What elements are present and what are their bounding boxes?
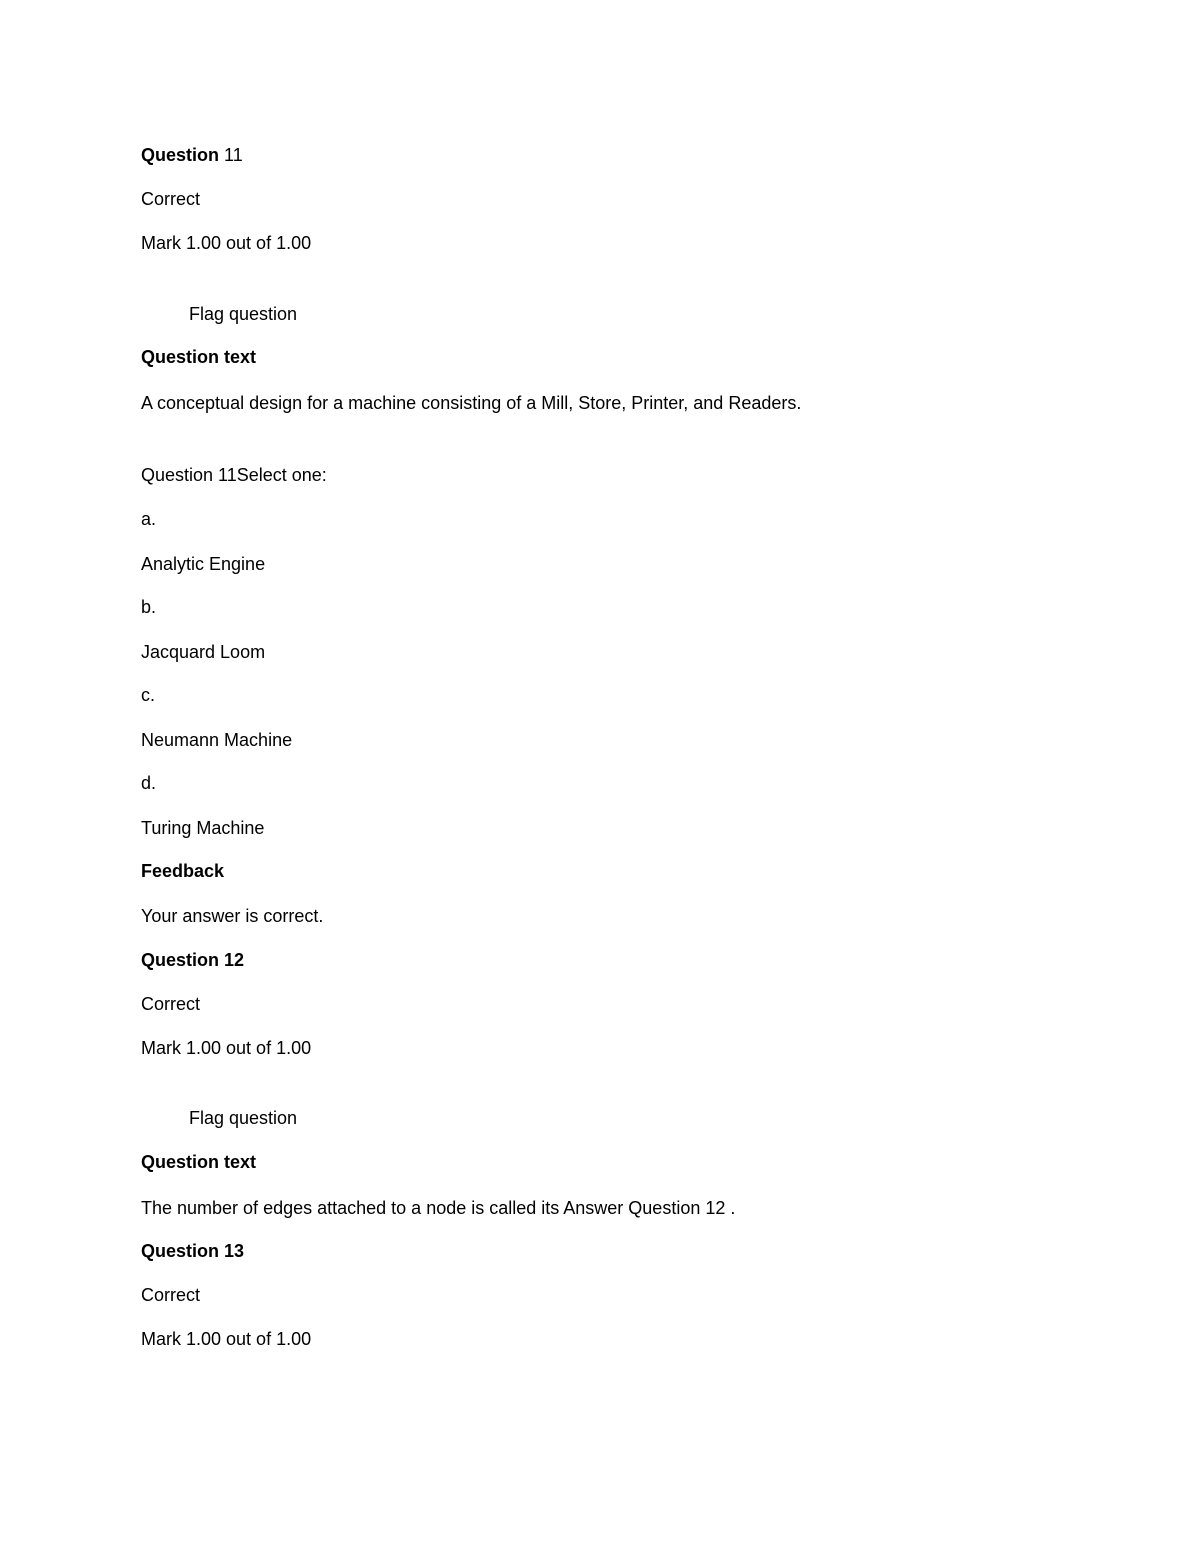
question-number: 13 xyxy=(224,1241,245,1261)
question-13-heading xyxy=(141,1239,244,1263)
question-12-status: Correct xyxy=(141,994,201,1014)
question-11-feedback: Your answer is correct. xyxy=(141,906,324,926)
question-13-mark: Mark 1.00 out of 1.00 xyxy=(141,1329,312,1349)
option-d-letter[interactable]: d. xyxy=(141,773,157,793)
question-13-status: Correct xyxy=(141,1285,201,1305)
question-12-heading xyxy=(141,948,244,972)
question-11-flag[interactable]: Flag question xyxy=(189,304,298,324)
question-11-status: Correct xyxy=(141,189,201,209)
question-number: 12 xyxy=(224,950,245,970)
question-11-text: A conceptual design for a machine consisting of a Mill, Store, Printer, and Readers. xyxy=(141,393,802,413)
question-11-heading xyxy=(141,143,243,167)
question-label: Question xyxy=(141,950,220,970)
option-c-label[interactable]: Neumann Machine xyxy=(141,730,293,750)
option-c-letter[interactable]: c. xyxy=(141,685,156,705)
question-11-feedback-heading: Feedback xyxy=(141,861,225,881)
option-a-label[interactable]: Analytic Engine xyxy=(141,554,266,574)
option-b-label[interactable]: Jacquard Loom xyxy=(141,642,266,662)
option-b-letter[interactable]: b. xyxy=(141,597,157,617)
question-label: Question xyxy=(141,1241,220,1261)
question-label: Question xyxy=(141,145,220,165)
option-a-letter[interactable]: a. xyxy=(141,509,157,529)
question-12-text: The number of edges attached to a node is called its Answer Question 12 . xyxy=(141,1198,736,1218)
question-11-text-heading: Question text xyxy=(141,347,257,367)
question-12-mark: Mark 1.00 out of 1.00 xyxy=(141,1038,312,1058)
question-11-select-prompt: Question 11Select one: xyxy=(141,465,327,485)
question-number: 11 xyxy=(224,145,243,165)
option-d-label[interactable]: Turing Machine xyxy=(141,818,265,838)
question-12-text-heading: Question text xyxy=(141,1152,257,1172)
question-11-mark: Mark 1.00 out of 1.00 xyxy=(141,233,312,253)
question-12-flag[interactable]: Flag question xyxy=(189,1108,298,1128)
